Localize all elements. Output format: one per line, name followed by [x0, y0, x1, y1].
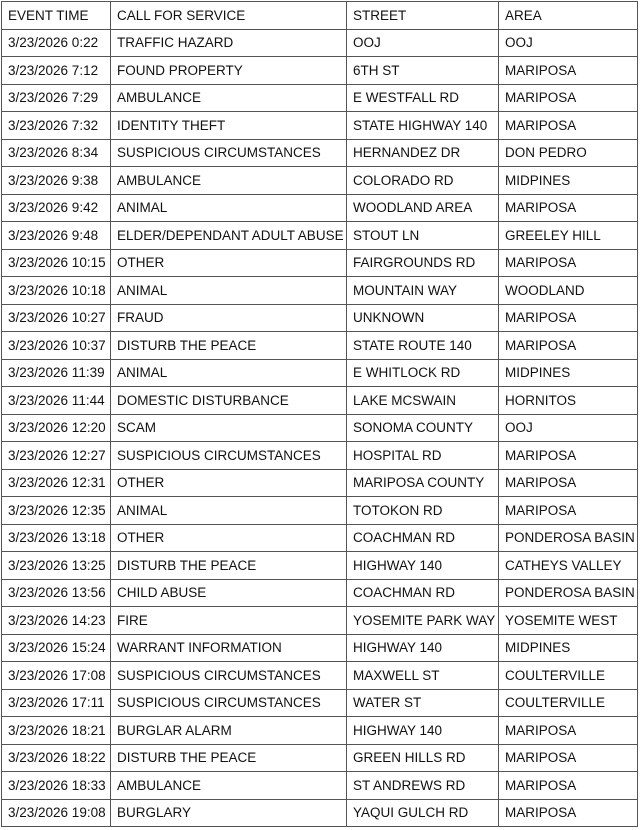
call-type-cell: DOMESTIC DISTURBANCE — [111, 387, 347, 415]
call-type-cell: SUSPICIOUS CIRCUMSTANCES — [111, 662, 347, 690]
area-cell: MARIPOSA — [499, 744, 638, 772]
area-cell: MARIPOSA — [499, 304, 638, 332]
street-cell: E WHITLOCK RD — [347, 359, 499, 387]
event-time-cell: 3/23/2026 12:27 — [2, 442, 111, 470]
area-cell: OOJ — [499, 414, 638, 442]
event-time-cell: 3/23/2026 13:25 — [2, 552, 111, 580]
table-row — [2, 469, 638, 497]
call-type-cell: FIRE — [111, 607, 347, 635]
call-type-cell: CHILD ABUSE — [111, 579, 347, 607]
area-cell: HORNITOS — [499, 387, 638, 415]
event-time-cell: 3/23/2026 13:18 — [2, 524, 111, 552]
table-body — [2, 29, 638, 827]
table-row — [2, 112, 638, 140]
area-cell: PONDEROSA BASIN — [499, 524, 638, 552]
call-type-cell: FRAUD — [111, 304, 347, 332]
call-type-cell: DISTURB THE PEACE — [111, 552, 347, 580]
call-type-cell: SUSPICIOUS CIRCUMSTANCES — [111, 689, 347, 717]
event-time-cell: 3/23/2026 14:23 — [2, 607, 111, 635]
table-row — [2, 772, 638, 800]
call-type-cell: SUSPICIOUS CIRCUMSTANCES — [111, 139, 347, 167]
call-type-cell: DISTURB THE PEACE — [111, 744, 347, 772]
event-time-cell: 3/23/2026 7:29 — [2, 84, 111, 112]
call-type-cell: TRAFFIC HAZARD — [111, 29, 347, 57]
table-row — [2, 799, 638, 827]
table-row — [2, 607, 638, 635]
header-call-for-service: CALL FOR SERVICE — [111, 2, 347, 30]
table-header-row — [2, 2, 638, 30]
street-cell: GREEN HILLS RD — [347, 744, 499, 772]
area-cell: MIDPINES — [499, 167, 638, 195]
event-time-cell: 3/23/2026 10:15 — [2, 249, 111, 277]
event-time-cell: 3/23/2026 18:22 — [2, 744, 111, 772]
table-row — [2, 442, 638, 470]
street-cell: MOUNTAIN WAY — [347, 277, 499, 305]
event-time-cell: 3/23/2026 7:12 — [2, 57, 111, 85]
table-row — [2, 579, 638, 607]
area-cell: PONDEROSA BASIN — [499, 579, 638, 607]
area-cell: MARIPOSA — [499, 717, 638, 745]
event-time-cell: 3/23/2026 12:20 — [2, 414, 111, 442]
area-cell: MIDPINES — [499, 359, 638, 387]
event-time-cell: 3/23/2026 18:33 — [2, 772, 111, 800]
street-cell: ST ANDREWS RD — [347, 772, 499, 800]
event-time-cell: 3/23/2026 11:39 — [2, 359, 111, 387]
table-row — [2, 497, 638, 525]
call-type-cell: BURGLARY — [111, 799, 347, 827]
event-time-cell: 3/23/2026 17:11 — [2, 689, 111, 717]
area-cell: MARIPOSA — [499, 112, 638, 140]
header-street: STREET — [347, 2, 499, 30]
area-cell: MARIPOSA — [499, 799, 638, 827]
street-cell: WATER ST — [347, 689, 499, 717]
call-type-cell: WARRANT INFORMATION — [111, 634, 347, 662]
street-cell: LAKE MCSWAIN — [347, 387, 499, 415]
area-cell: MARIPOSA — [499, 442, 638, 470]
table-row — [2, 222, 638, 250]
call-type-cell: AMBULANCE — [111, 167, 347, 195]
area-cell: CATHEYS VALLEY — [499, 552, 638, 580]
table-row — [2, 552, 638, 580]
street-cell: HERNANDEZ DR — [347, 139, 499, 167]
call-log-table — [1, 1, 638, 827]
call-type-cell: AMBULANCE — [111, 84, 347, 112]
call-type-cell: OTHER — [111, 249, 347, 277]
event-time-cell: 3/23/2026 11:44 — [2, 387, 111, 415]
call-type-cell: SCAM — [111, 414, 347, 442]
street-cell: HOSPITAL RD — [347, 442, 499, 470]
street-cell: STATE ROUTE 140 — [347, 332, 499, 360]
header-area: AREA — [499, 2, 638, 30]
table-row — [2, 634, 638, 662]
event-time-cell: 3/23/2026 9:42 — [2, 194, 111, 222]
call-type-cell: BURGLAR ALARM — [111, 717, 347, 745]
street-cell: OOJ — [347, 29, 499, 57]
event-time-cell: 3/23/2026 12:35 — [2, 497, 111, 525]
event-time-cell: 3/23/2026 10:18 — [2, 277, 111, 305]
call-type-cell: FOUND PROPERTY — [111, 57, 347, 85]
area-cell: MARIPOSA — [499, 497, 638, 525]
area-cell: MARIPOSA — [499, 332, 638, 360]
street-cell: COACHMAN RD — [347, 524, 499, 552]
event-time-cell: 3/23/2026 10:27 — [2, 304, 111, 332]
street-cell: STATE HIGHWAY 140 — [347, 112, 499, 140]
area-cell: WOODLAND — [499, 277, 638, 305]
street-cell: MAXWELL ST — [347, 662, 499, 690]
call-type-cell: DISTURB THE PEACE — [111, 332, 347, 360]
street-cell: HIGHWAY 140 — [347, 634, 499, 662]
call-type-cell: OTHER — [111, 524, 347, 552]
table-row — [2, 139, 638, 167]
street-cell: E WESTFALL RD — [347, 84, 499, 112]
event-time-cell: 3/23/2026 8:34 — [2, 139, 111, 167]
area-cell: MARIPOSA — [499, 57, 638, 85]
street-cell: STOUT LN — [347, 222, 499, 250]
table-row — [2, 29, 638, 57]
table-row — [2, 167, 638, 195]
table-row — [2, 744, 638, 772]
table-row — [2, 57, 638, 85]
area-cell: MARIPOSA — [499, 84, 638, 112]
area-cell: COULTERVILLE — [499, 662, 638, 690]
area-cell: MARIPOSA — [499, 249, 638, 277]
call-type-cell: OTHER — [111, 469, 347, 497]
event-time-cell: 3/23/2026 9:48 — [2, 222, 111, 250]
table-row — [2, 359, 638, 387]
area-cell: DON PEDRO — [499, 139, 638, 167]
table-row — [2, 194, 638, 222]
street-cell: COLORADO RD — [347, 167, 499, 195]
table-row — [2, 524, 638, 552]
table-row — [2, 277, 638, 305]
event-time-cell: 3/23/2026 10:37 — [2, 332, 111, 360]
area-cell: MARIPOSA — [499, 194, 638, 222]
street-cell: SONOMA COUNTY — [347, 414, 499, 442]
street-cell: HIGHWAY 140 — [347, 552, 499, 580]
call-type-cell: ANIMAL — [111, 277, 347, 305]
event-time-cell: 3/23/2026 12:31 — [2, 469, 111, 497]
event-time-cell: 3/23/2026 15:24 — [2, 634, 111, 662]
table-row — [2, 387, 638, 415]
street-cell: 6TH ST — [347, 57, 499, 85]
call-type-cell: ANIMAL — [111, 497, 347, 525]
event-time-cell: 3/23/2026 17:08 — [2, 662, 111, 690]
area-cell: OOJ — [499, 29, 638, 57]
street-cell: YOSEMITE PARK WAY — [347, 607, 499, 635]
table-row — [2, 249, 638, 277]
street-cell: COACHMAN RD — [347, 579, 499, 607]
event-time-cell: 3/23/2026 0:22 — [2, 29, 111, 57]
call-type-cell: AMBULANCE — [111, 772, 347, 800]
street-cell: FAIRGROUNDS RD — [347, 249, 499, 277]
event-time-cell: 3/23/2026 19:08 — [2, 799, 111, 827]
call-type-cell: IDENTITY THEFT — [111, 112, 347, 140]
event-time-cell: 3/23/2026 9:38 — [2, 167, 111, 195]
event-time-cell: 3/23/2026 18:21 — [2, 717, 111, 745]
event-time-cell: 3/23/2026 13:56 — [2, 579, 111, 607]
area-cell: COULTERVILLE — [499, 689, 638, 717]
table-row — [2, 304, 638, 332]
area-cell: YOSEMITE WEST — [499, 607, 638, 635]
area-cell: GREELEY HILL — [499, 222, 638, 250]
street-cell: UNKNOWN — [347, 304, 499, 332]
street-cell: HIGHWAY 140 — [347, 717, 499, 745]
event-time-cell: 3/23/2026 7:32 — [2, 112, 111, 140]
call-type-cell: ANIMAL — [111, 194, 347, 222]
street-cell: YAQUI GULCH RD — [347, 799, 499, 827]
street-cell: TOTOKON RD — [347, 497, 499, 525]
area-cell: MARIPOSA — [499, 772, 638, 800]
area-cell: MIDPINES — [499, 634, 638, 662]
table-row — [2, 662, 638, 690]
call-type-cell: SUSPICIOUS CIRCUMSTANCES — [111, 442, 347, 470]
table-row — [2, 689, 638, 717]
table-row — [2, 332, 638, 360]
table-row — [2, 414, 638, 442]
street-cell: MARIPOSA COUNTY — [347, 469, 499, 497]
table-row — [2, 717, 638, 745]
table-row — [2, 84, 638, 112]
header-event-time: EVENT TIME — [2, 2, 111, 30]
call-type-cell: ANIMAL — [111, 359, 347, 387]
street-cell: WOODLAND AREA — [347, 194, 499, 222]
call-type-cell: ELDER/DEPENDANT ADULT ABUSE — [111, 222, 347, 250]
area-cell: MARIPOSA — [499, 469, 638, 497]
